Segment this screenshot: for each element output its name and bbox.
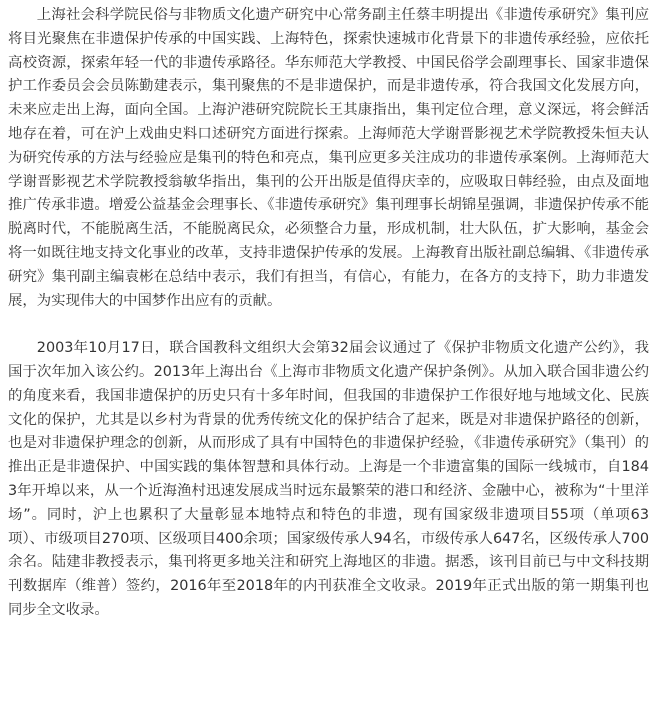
article-paragraph: 2003年10月17日，联合国教科文组织大会第32届会议通过了《保护非物质文化遗产公约》，我国于次年加入该公约。2013年上海出台《上海市非物质文化遗产保护条例》。从加入联合国非遗公约的角度来看，我国非遗保护的历史只有十多年时间，但我国的非遗保护工作很好地与地域文化、民族文化的保护，尤其是以乡村为背景的优秀传统文化的保护结合了起来，既是对非遗保护路径的创新，也是对非遗保护理念的创新，从而形成了具有中国特色的非遗保护经验，《非遗传承研究》（集刊）的推出正是非遗保护、中国实践的集体智慧和具体行动。上海是一个非遗富集的国际一线城市，自1843年开埠以来，从一个近海渔村迅速发展成当时远东最繁荣的港口和经济、金融中心，被称为“十里洋场”。同时，沪上也累积了大量彰显本地特点和特色的非遗，现有国家级非遗项目55项（单项63项）、市级项目270项、区级项目400余项；国家级传承人94名，市级传承人647名，区级传承人700余名。陆建非教授表示，集刊将更多地关注和研究上海地区的非遗。据悉，该刊目前已与中文科技期刊数据库（维普）签约，2016年至2018年的内刊获准全文收录。2019年正式出版的第一期集刊也同步全文收录。	[8, 340, 649, 618]
article-paragraph: 上海社会科学院民俗与非物质文化遗产研究中心常务副主任蔡丰明提出《非遗传承研究》集刊应将目光聚焦在非遗保护传承的中国实践、上海特色，探索快速城市化背景下的非遗传承经验，应依托高校资源，探索年轻一代的非遗传承路径。华东师范大学教授、中国民俗学会副理事长、国家非遗保护工作委员会会员陈勤建表示，集刊聚焦的不是非遗保护，而是非遗传承，符合我国文化发展方向，未来应走出上海，面向全国。上海沪港研究院院长王其康指出，集刊定位合理，意义深远，将会鲜活地存在着，可在沪上戏曲史料口述研究方面进行探索。上海师范大学谢晋影视艺术学院教授朱恒夫认为研究传承的方法与经验应是集刊的特色和亮点，集刊应更多关注成功的非遗传承案例。上海师范大学谢晋影视艺术学院教授翁敏华指出，集刊的公开出版是值得庆幸的，应吸取日韩经验，由点及面地推广传承非遗。增爱公益基金会理事长、《非遗传承研究》集刊理事长胡锦星强调，非遗保护传承不能脱离时代，不能脱离生活，不能脱离民众，必须整合力量，形成机制，壮大队伍，扩大影响，基金会将一如既往地支持文化事业的改革，支持非遗保护传承的发展。上海教育出版社副总编辑、《非遗传承研究》集刊副主编袁彬在总结中表示，我们有担当，有信心，有能力，在各方的支持下，助力非遗发展，为实现伟大的中国梦作出应有的贡献。	[8, 7, 649, 309]
